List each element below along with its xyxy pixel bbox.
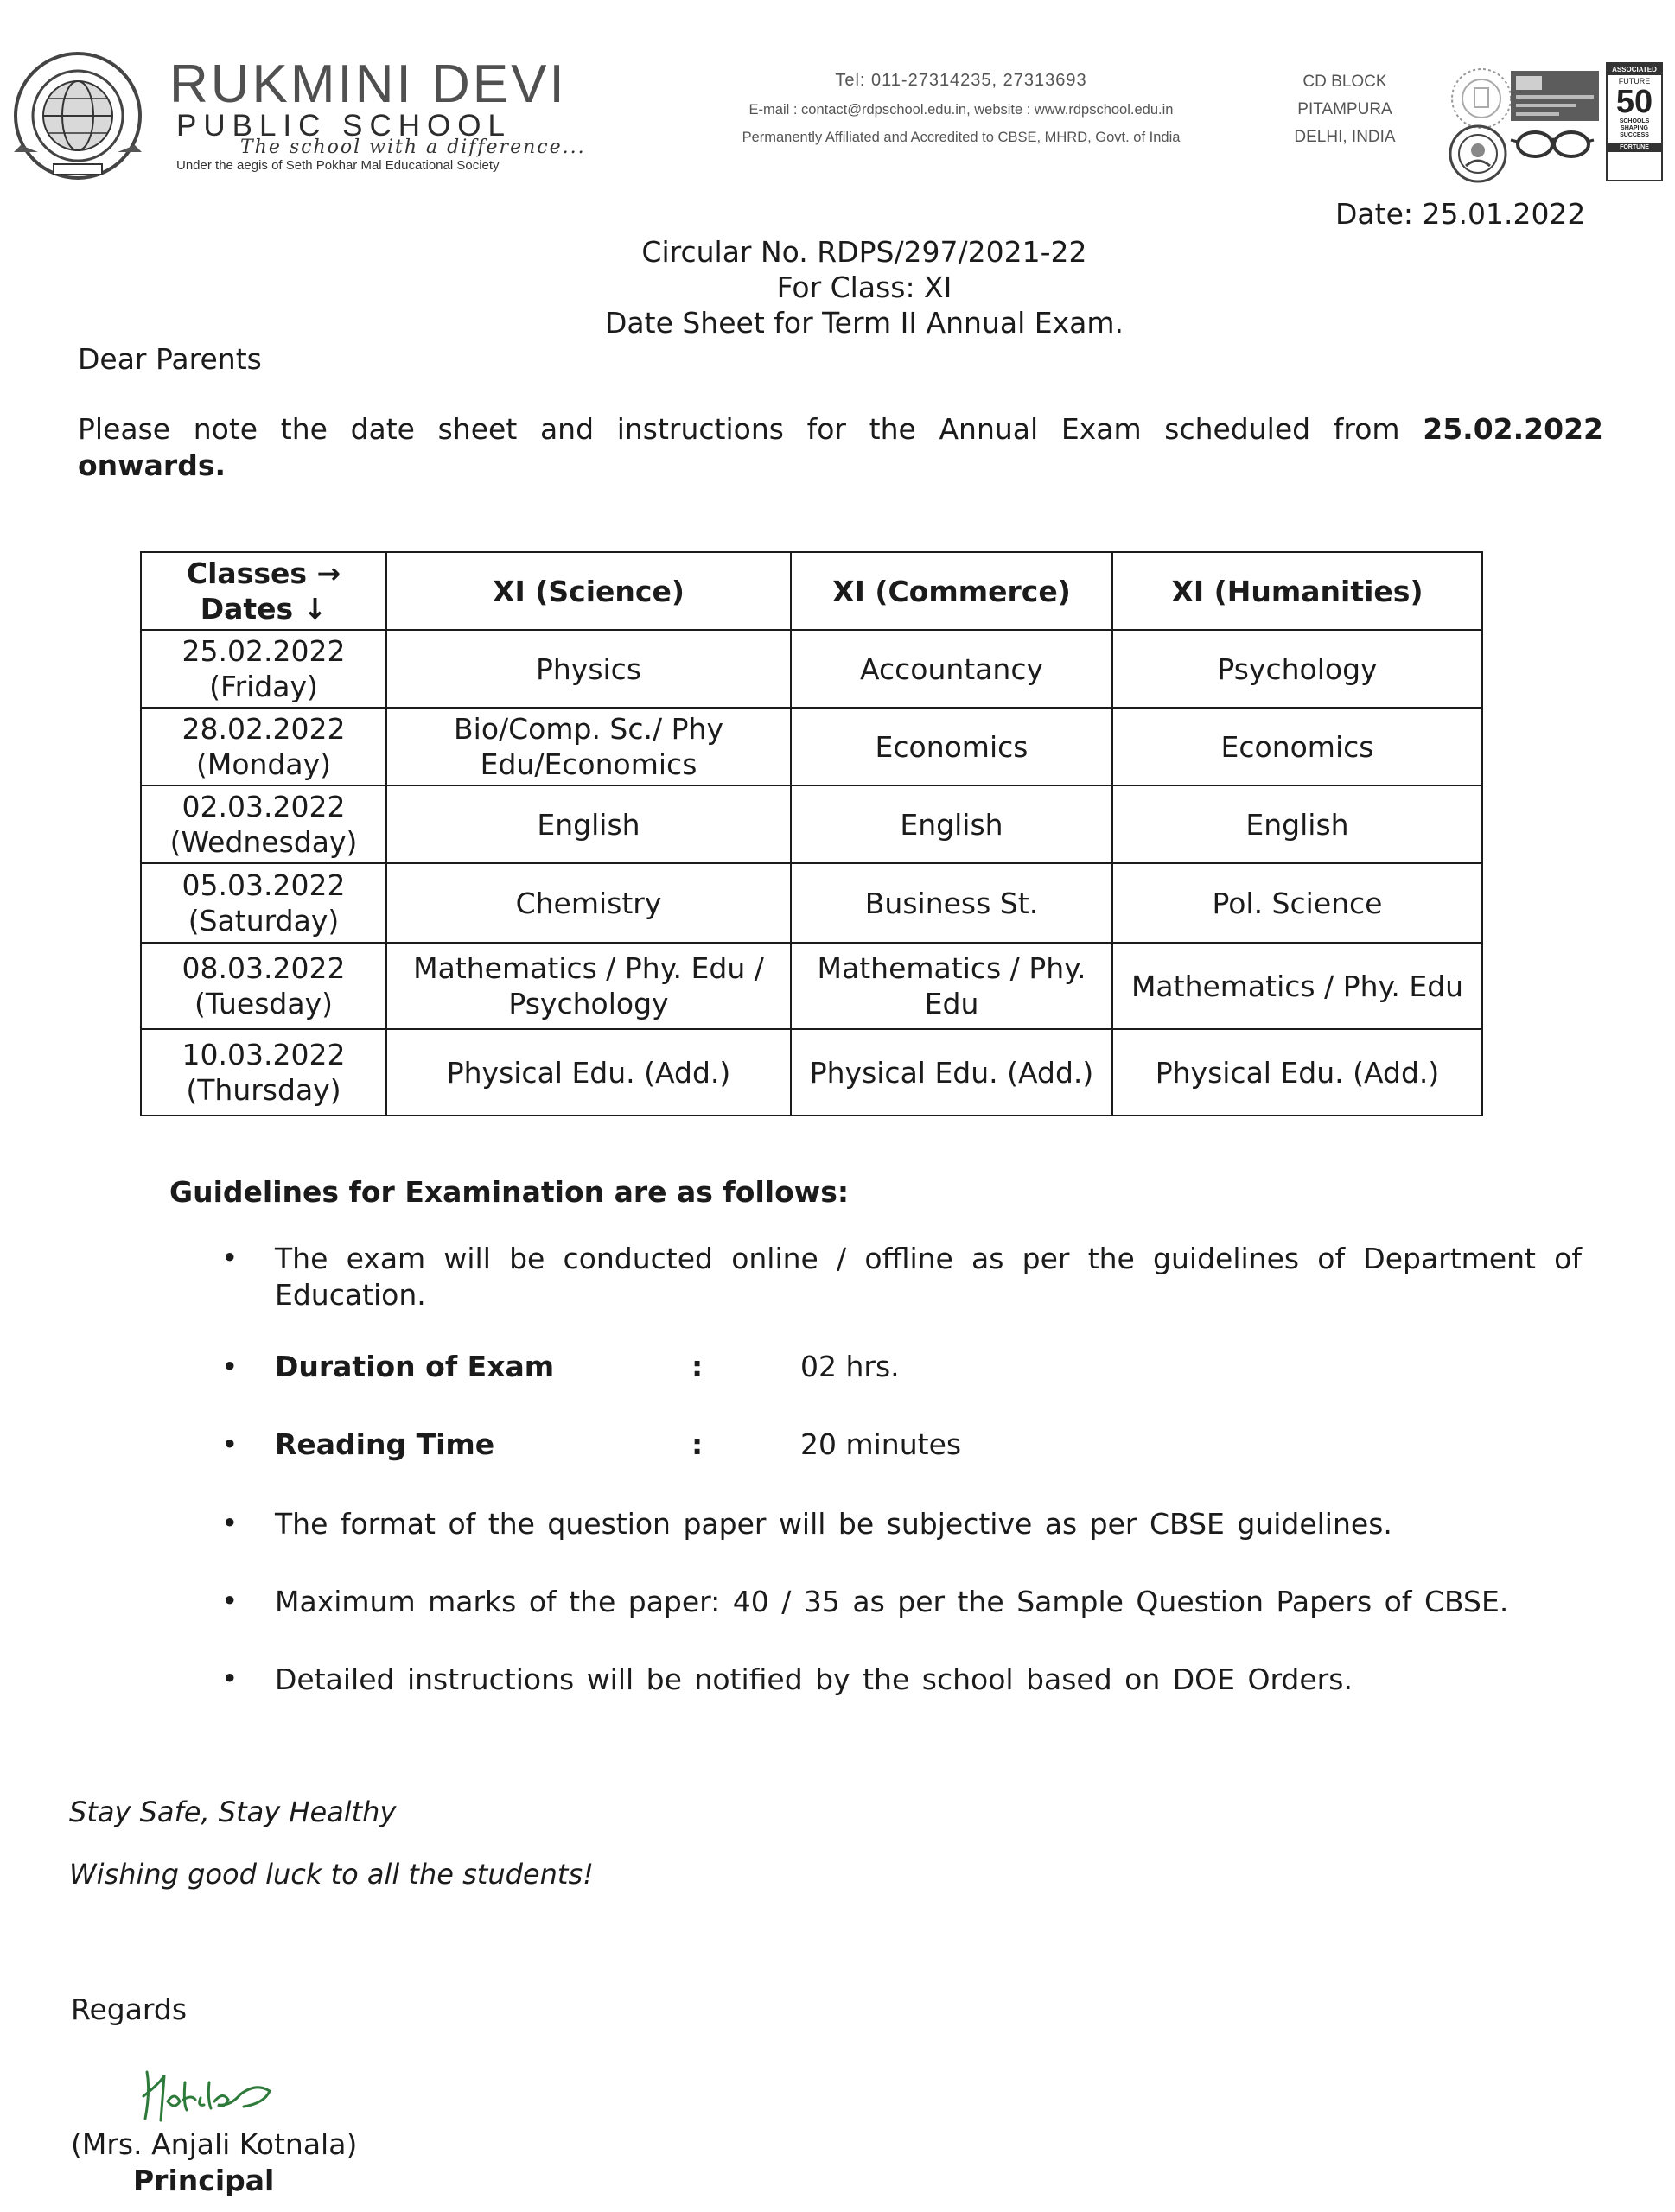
circular-date: Date: 25.01.2022 <box>1335 197 1586 231</box>
header-classes: Classes → <box>186 556 341 590</box>
exam-day: (Friday) <box>209 670 318 703</box>
humanities-subject: Economics <box>1112 708 1482 785</box>
commerce-subject: English <box>791 785 1112 863</box>
exam-day: (Tuesday) <box>194 987 333 1020</box>
reading-time-label: Reading Time <box>275 1427 495 1461</box>
science-subject <box>386 708 791 785</box>
school-crest-icon <box>12 50 143 181</box>
commerce-subject <box>791 943 1112 1029</box>
commerce-subject-line-1: Mathematics / <box>817 951 1020 985</box>
date-sheet-table <box>140 551 1483 1116</box>
humanities-subject: Psychology <box>1112 630 1482 708</box>
school-aegis: Under the aegis of Seth Pokhar Mal Educational Society <box>176 158 500 173</box>
commerce-subject: Accountancy <box>791 630 1112 708</box>
bullet-icon: • <box>221 1241 239 1274</box>
bullet-icon: • <box>221 1427 239 1461</box>
badge-line-2: SHAPING <box>1621 125 1648 131</box>
regards: Regards <box>71 1993 188 2026</box>
badge-bottom: FORTUNE <box>1608 143 1661 152</box>
school-subtitle: PUBLIC SCHOOL <box>176 109 512 143</box>
header-classes-dates <box>141 552 386 630</box>
header-commerce: XI (Commerce) <box>791 552 1112 630</box>
commerce-subject: Business St. <box>791 863 1112 943</box>
exam-date: 02.03.2022 <box>182 790 346 823</box>
science-subject-line-1: Mathematics / <box>413 951 616 985</box>
intro-paragraph <box>78 411 1603 484</box>
commerce-subject-line-2: Phy. Edu <box>924 951 1086 1020</box>
exam-day: (Thursday) <box>186 1073 341 1107</box>
address-line-1: CD BLOCK <box>1302 73 1387 91</box>
salutation: Dear Parents <box>78 342 262 376</box>
commerce-subject: Physical Edu. (Add.) <box>791 1029 1112 1116</box>
exam-date: 25.02.2022 <box>182 634 346 668</box>
date-cell <box>141 785 386 863</box>
reading-time-colon: : <box>691 1427 704 1461</box>
school-name: RUKMINI DEVI <box>169 54 567 114</box>
contact-affiliation: Permanently Affiliated and Accredited to CBSE, MHRD, Govt. of India <box>742 130 1181 145</box>
award-banner <box>1509 69 1601 123</box>
intro-date: 25.02.2022 <box>1423 412 1603 446</box>
exam-date: 28.02.2022 <box>182 712 346 746</box>
good-luck-line: Wishing good luck to all the students! <box>69 1858 594 1891</box>
address-line-2: PITAMPURA <box>1297 100 1392 118</box>
humanities-subject: Physical Edu. (Add.) <box>1112 1029 1482 1116</box>
science-subject: Physics <box>386 630 791 708</box>
bullet-icon: • <box>221 1506 239 1540</box>
emblem-seal-2-icon <box>1445 121 1511 187</box>
guideline-mode: The exam will be conducted online / offline as per the guidelines of Department of Education. <box>275 1242 1582 1312</box>
award-banner-icon <box>1509 69 1601 123</box>
emblem-seal-2 <box>1445 121 1511 187</box>
science-subject: Chemistry <box>386 863 791 943</box>
principal-name: (Mrs. Anjali Kotnala) <box>71 2127 358 2161</box>
principal-signature <box>135 2056 299 2134</box>
humanities-subject: Pol. Science <box>1112 863 1482 943</box>
reading-time-value: 20 minutes <box>800 1427 962 1461</box>
principal-title: Principal <box>133 2164 275 2197</box>
table-row <box>141 863 1482 943</box>
commerce-subject: Economics <box>791 708 1112 785</box>
bullet-icon: • <box>221 1350 239 1383</box>
address-line-3: DELHI, INDIA <box>1294 128 1396 146</box>
duration-label: Duration of Exam <box>275 1350 555 1383</box>
humanities-subject <box>1112 943 1482 1029</box>
table-row <box>141 785 1482 863</box>
humanities-subject-line-1: Mathematics / <box>1130 969 1334 1003</box>
date-cell <box>141 1029 386 1116</box>
science-subject-line-2: Edu/Economics <box>480 747 697 781</box>
header-humanities: XI (Humanities) <box>1112 552 1482 630</box>
spectacles-logo <box>1507 126 1597 162</box>
date-cell <box>141 943 386 1029</box>
badge-top: ASSOCIATED <box>1608 64 1661 75</box>
contact-tel: Tel: 011-27314235, 27313693 <box>835 71 1087 90</box>
duration-value: 02 hrs. <box>800 1350 900 1383</box>
school-tagline: The school with a difference... <box>240 137 586 158</box>
spectacles-icon <box>1507 126 1597 162</box>
table-row <box>141 943 1482 1029</box>
humanities-subject: English <box>1112 785 1482 863</box>
science-subject <box>386 943 791 1029</box>
badge-line-3: SUCCESS <box>1620 132 1649 138</box>
date-cell <box>141 708 386 785</box>
badge-number: 50 <box>1615 84 1653 120</box>
contact-email-website: E-mail : contact@rdpschool.edu.in, website : www.rdpschool.edu.in <box>748 102 1174 118</box>
exam-day: (Monday) <box>195 747 332 781</box>
exam-date: 05.03.2022 <box>182 868 346 902</box>
guideline-marks: Maximum marks of the paper: 40 / 35 as per the Sample Question Papers of CBSE. <box>275 1585 1509 1618</box>
intro-tail: onwards. <box>78 448 226 482</box>
school-logo <box>12 50 143 181</box>
circular-class: For Class: XI <box>776 270 952 304</box>
exam-day: (Wednesday) <box>169 825 358 859</box>
signature-icon <box>135 2056 299 2134</box>
guideline-format: The format of the question paper will be subjective as per CBSE guidelines. <box>275 1507 1392 1541</box>
table-row <box>141 1029 1482 1116</box>
circular-number: Circular No. RDPS/297/2021-22 <box>641 235 1087 269</box>
science-subject-line-2: Phy. Edu / Psychology <box>508 951 764 1020</box>
science-subject: Physical Edu. (Add.) <box>386 1029 791 1116</box>
exam-date: 08.03.2022 <box>182 951 346 985</box>
table-row <box>141 630 1482 708</box>
humanities-subject-line-2: Phy. Edu <box>1342 969 1464 1003</box>
header-science: XI (Science) <box>386 552 791 630</box>
guidelines-heading: Guidelines for Examination are as follows: <box>169 1175 850 1209</box>
table-header-row <box>141 552 1482 630</box>
stay-safe-line: Stay Safe, Stay Healthy <box>69 1796 397 1828</box>
future-50-badge <box>1606 62 1663 181</box>
circular-subject: Date Sheet for Term II Annual Exam. <box>605 306 1124 340</box>
table-row <box>141 708 1482 785</box>
intro-text: Please note the date sheet and instructions for the Annual Exam scheduled from <box>78 412 1400 446</box>
header-dates: Dates ↓ <box>200 592 328 626</box>
guideline-instructions: Detailed instructions will be notified by the school based on DOE Orders. <box>275 1662 1353 1696</box>
badge-line-1: SCHOOLS <box>1619 118 1650 124</box>
exam-date: 10.03.2022 <box>182 1038 346 1071</box>
bullet-icon: • <box>221 1584 239 1618</box>
badge-future: FUTURE <box>1618 77 1651 86</box>
science-subject: English <box>386 785 791 863</box>
duration-colon: : <box>691 1350 704 1383</box>
date-cell <box>141 630 386 708</box>
exam-day: (Saturday) <box>188 904 340 938</box>
science-subject-line-1: Bio/Comp. Sc./ Phy <box>454 712 723 746</box>
bullet-icon: • <box>221 1662 239 1695</box>
date-cell <box>141 863 386 943</box>
